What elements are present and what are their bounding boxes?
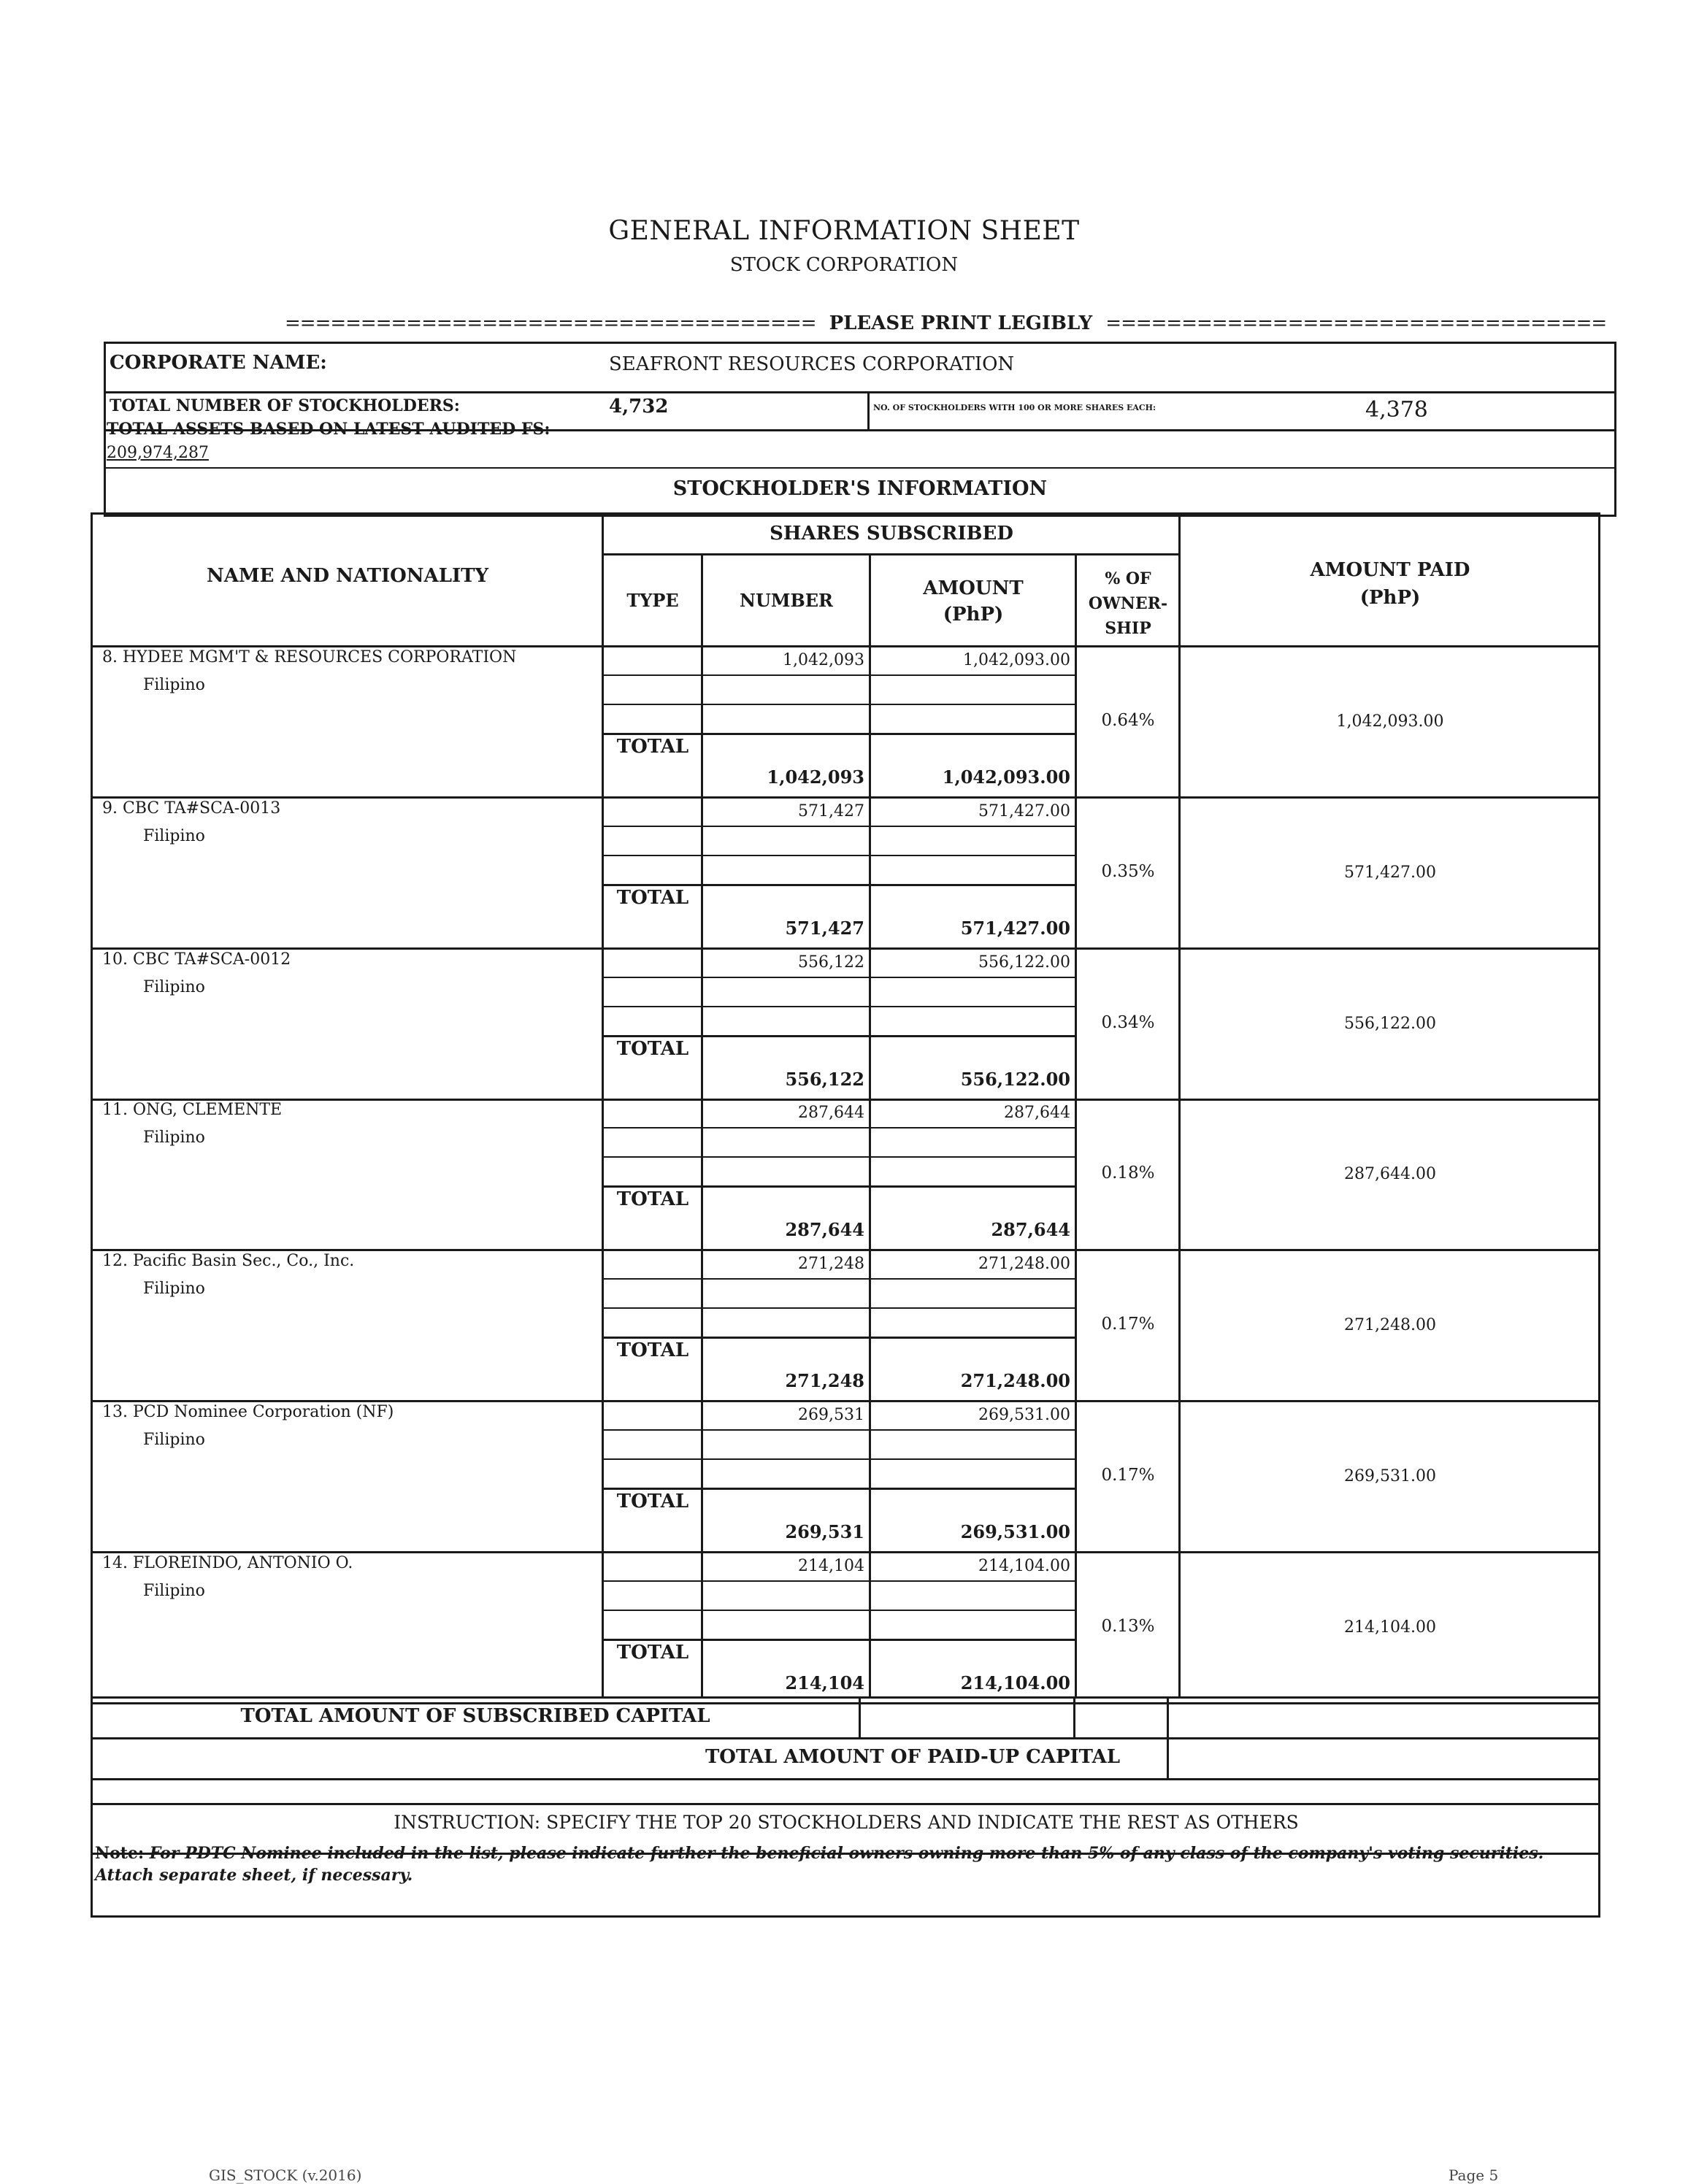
total-amount: 571,427.00 xyxy=(960,918,1070,939)
total-number: 1,042,093 xyxy=(767,766,864,788)
total-number: 287,644 xyxy=(785,1219,864,1240)
stockholder-name: 10. CBC TA#SCA-0012 xyxy=(102,950,291,969)
total-number: 571,427 xyxy=(785,918,864,939)
col-paid-l2: (PhP) xyxy=(1359,587,1421,609)
stockholder-nationality: Filipino xyxy=(143,978,205,996)
col-amount-paid xyxy=(1180,556,1600,612)
note-label: Note: xyxy=(95,1844,145,1863)
shares-amount: 271,248.00 xyxy=(978,1255,1070,1273)
stockholder-nationality: Filipino xyxy=(143,827,205,845)
amount-paid: 287,644.00 xyxy=(1344,1165,1436,1183)
shares-amount: 1,042,093.00 xyxy=(963,651,1070,669)
amount-paid: 556,122.00 xyxy=(1344,1015,1436,1033)
ownership-pct: 0.17% xyxy=(1101,1315,1155,1334)
total-number: 214,104 xyxy=(785,1672,864,1693)
total-label: TOTAL xyxy=(616,887,689,909)
note-text: For PDTC Nominee included in the list, please indicate further the beneficial owners owning more than 5% of any class of the company's voting securities. Attach separate sheet, if necessary. xyxy=(95,1844,1544,1885)
total-label: TOTAL xyxy=(616,1339,689,1361)
shares-number: 556,122 xyxy=(798,953,864,972)
stockholder-name: 9. CBC TA#SCA-0013 xyxy=(102,799,281,818)
ownership-pct: 0.17% xyxy=(1101,1466,1155,1485)
total-stockholders-value: 4,732 xyxy=(609,396,669,418)
total-label: TOTAL xyxy=(616,1491,689,1512)
col-name: NAME AND NATIONALITY xyxy=(206,565,489,587)
divider-left: =================================== xyxy=(285,312,816,334)
col-pct-l1: % OF xyxy=(1105,569,1151,588)
ownership-pct: 0.18% xyxy=(1101,1164,1155,1183)
page-subtitle: STOCK CORPORATION xyxy=(729,254,959,276)
col-amount-l1: AMOUNT xyxy=(923,577,1024,599)
col-pct-l3: SHIP xyxy=(1105,619,1151,638)
col-amount xyxy=(870,575,1076,628)
shares-amount: 269,531.00 xyxy=(978,1406,1070,1424)
shares-amount: 287,644 xyxy=(1004,1104,1070,1122)
print-notice-row xyxy=(285,312,1607,334)
total-amount: 287,644 xyxy=(991,1219,1070,1240)
shares-amount: 214,104.00 xyxy=(978,1557,1070,1575)
col-amount-l2: (PhP) xyxy=(943,604,1004,626)
shares-amount: 571,427.00 xyxy=(978,802,1070,820)
print-notice: PLEASE PRINT LEGIBLY xyxy=(829,312,1093,334)
col-number: NUMBER xyxy=(740,590,833,611)
total-number: 271,248 xyxy=(785,1370,864,1391)
total-label: TOTAL xyxy=(616,736,689,758)
stockholder-nationality: Filipino xyxy=(143,1128,205,1147)
total-stockholders-label: TOTAL NUMBER OF STOCKHOLDERS: xyxy=(110,396,460,415)
amount-paid: 269,531.00 xyxy=(1344,1467,1436,1485)
stockholder-name: 11. ONG, CLEMENTE xyxy=(102,1101,283,1119)
ownership-pct: 0.13% xyxy=(1101,1617,1155,1636)
stockholders-100-value: 4,378 xyxy=(1365,397,1428,423)
total-number: 269,531 xyxy=(785,1521,864,1542)
divider-right: ================================= xyxy=(1105,312,1607,334)
total-label: TOTAL xyxy=(616,1038,689,1060)
total-amount: 1,042,093.00 xyxy=(942,766,1070,788)
stockholder-name: 12. Pacific Basin Sec., Co., Inc. xyxy=(102,1252,355,1270)
shares-number: 269,531 xyxy=(798,1406,864,1424)
ownership-pct: 0.34% xyxy=(1101,1013,1155,1032)
section-title: STOCKHOLDER'S INFORMATION xyxy=(672,477,1048,500)
ownership-pct: 0.64% xyxy=(1101,711,1155,730)
col-pct xyxy=(1076,566,1180,641)
col-pct-l2: OWNER- xyxy=(1088,594,1168,613)
total-subscribed-label: TOTAL AMOUNT OF SUBSCRIBED CAPITAL xyxy=(240,1705,710,1727)
total-assets-value: 209,974,287 xyxy=(107,444,209,462)
amount-paid: 1,042,093.00 xyxy=(1336,712,1444,731)
total-amount: 271,248.00 xyxy=(960,1370,1070,1391)
total-amount: 214,104.00 xyxy=(960,1672,1070,1693)
total-number: 556,122 xyxy=(785,1069,864,1090)
amount-paid: 271,248.00 xyxy=(1344,1316,1436,1334)
instruction: INSTRUCTION: SPECIFY THE TOP 20 STOCKHOLDERS AND INDICATE THE REST AS OTHERS xyxy=(394,1812,1299,1833)
total-label: TOTAL xyxy=(616,1642,689,1664)
col-type: TYPE xyxy=(626,590,679,611)
page-title: GENERAL INFORMATION SHEET xyxy=(608,216,1080,246)
shares-number: 214,104 xyxy=(798,1557,864,1575)
shares-number: 571,427 xyxy=(798,802,864,820)
stockholder-name: 14. FLOREINDO, ANTONIO O. xyxy=(102,1554,353,1572)
total-amount: 269,531.00 xyxy=(960,1521,1070,1542)
shares-number: 271,248 xyxy=(798,1255,864,1273)
shares-number: 1,042,093 xyxy=(783,651,864,669)
stockholders-100-label: NO. OF STOCKHOLDERS WITH 100 OR MORE SHARES EACH: xyxy=(873,403,1156,412)
stockholder-nationality: Filipino xyxy=(143,1280,205,1298)
amount-paid: 571,427.00 xyxy=(1344,864,1436,882)
ownership-pct: 0.35% xyxy=(1101,862,1155,881)
shares-number: 287,644 xyxy=(798,1104,864,1122)
stockholder-nationality: Filipino xyxy=(143,1582,205,1600)
footer-form-code: GIS_STOCK (v.2016) xyxy=(209,2166,362,2184)
stockholder-name: 8. HYDEE MGM'T & RESOURCES CORPORATION xyxy=(102,648,517,666)
stockholder-nationality: Filipino xyxy=(143,676,205,694)
corporate-name-label: CORPORATE NAME: xyxy=(110,352,327,374)
total-label: TOTAL xyxy=(616,1188,689,1210)
footer-page-number: Page 5 xyxy=(1449,2166,1499,2184)
total-amount: 556,122.00 xyxy=(960,1069,1070,1090)
col-shares-subscribed: SHARES SUBSCRIBED xyxy=(770,523,1013,545)
total-paidup-label: TOTAL AMOUNT OF PAID-UP CAPITAL xyxy=(705,1746,1121,1768)
stockholder-nationality: Filipino xyxy=(143,1431,205,1449)
col-paid-l1: AMOUNT PAID xyxy=(1310,559,1470,581)
total-assets-label: TOTAL ASSETS BASED ON LATEST AUDITED FS: xyxy=(107,420,550,439)
shares-amount: 556,122.00 xyxy=(978,953,1070,972)
amount-paid: 214,104.00 xyxy=(1344,1618,1436,1637)
stockholder-name: 13. PCD Nominee Corporation (NF) xyxy=(102,1403,394,1421)
note xyxy=(95,1842,1592,1886)
corporate-name-value: SEAFRONT RESOURCES CORPORATION xyxy=(609,353,1015,375)
